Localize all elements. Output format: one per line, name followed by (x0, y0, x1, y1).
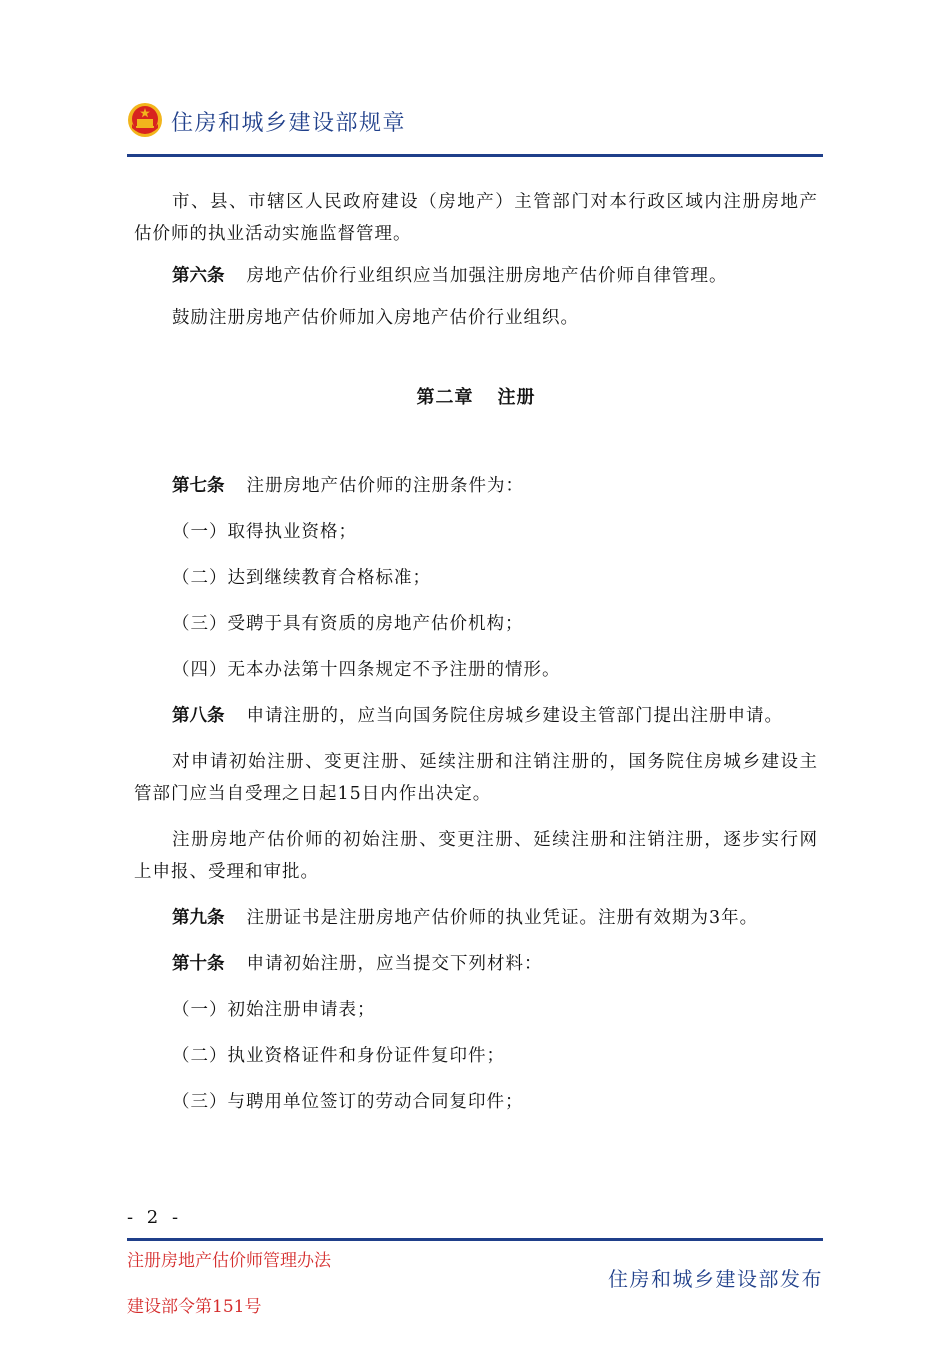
list-item: （二）执业资格证件和身份证件复印件； (172, 1046, 505, 1066)
list-item: （一）取得执业资格； (172, 522, 357, 542)
list-item: （三）与聘用单位签订的劳动合同复印件； (172, 1092, 524, 1112)
list-item: （三）受聘于具有资质的房地产估价机构； (172, 614, 524, 634)
article-text: 申请注册的，应当向国务院住房城乡建设主管部门提出注册申请。 (246, 706, 783, 726)
list-item: （二）达到继续教育合格标准； (172, 568, 431, 588)
chapter-heading (134, 382, 818, 414)
article-label: 第八条 (172, 706, 225, 726)
paragraph: 对申请初始注册、变更注册、延续注册和注销注册的，国务院住房城乡建设主管部门应当自受理之日起15日内作出决定。 (134, 752, 818, 804)
article-7 (134, 470, 818, 502)
chapter-number: 第二章 (416, 387, 474, 408)
article-text: 申请初始注册，应当提交下列材料： (246, 954, 543, 974)
article-9 (134, 902, 818, 934)
article-label: 第七条 (172, 476, 225, 496)
page-number: - 2 - (127, 1207, 183, 1228)
list-item: （一）初始注册申请表； (172, 1000, 376, 1020)
list-item: （四）无本办法第十四条规定不予注册的情形。 (172, 660, 561, 680)
document-body (134, 186, 818, 1132)
footer-order-number: 建设部令第151号 (127, 1297, 262, 1317)
article-8 (134, 700, 818, 732)
article-label: 第六条 (172, 266, 225, 286)
article-label: 第九条 (172, 908, 225, 928)
article-6 (134, 260, 818, 292)
article-10 (134, 948, 818, 980)
footer-doc-title: 注册房地产估价师管理办法 (127, 1251, 331, 1271)
paragraph: 鼓励注册房地产估价师加入房地产估价行业组织。 (172, 308, 579, 328)
page-header (127, 102, 827, 142)
paragraph: 注册房地产估价师的初始注册、变更注册、延续注册和注销注册，逐步实行网上申报、受理和审批。 (134, 830, 818, 882)
article-text: 注册证书是注册房地产估价师的执业凭证。注册有效期为3年。 (246, 908, 759, 928)
header-divider (127, 154, 823, 157)
footer-divider (127, 1238, 823, 1241)
article-label: 第十条 (172, 954, 225, 974)
header-title: 住房和城乡建设部规章 (171, 111, 407, 136)
chapter-name: 注册 (497, 387, 536, 408)
footer-publisher: 住房和城乡建设部发布 (608, 1267, 823, 1291)
national-emblem-icon (127, 102, 163, 138)
article-text: 房地产估价行业组织应当加强注册房地产估价师自律管理。 (246, 266, 728, 286)
paragraph: 市、县、市辖区人民政府建设（房地产）主管部门对本行政区域内注册房地产估价师的执业活动实施监督管理。 (134, 192, 818, 244)
article-text: 注册房地产估价师的注册条件为： (246, 476, 524, 496)
